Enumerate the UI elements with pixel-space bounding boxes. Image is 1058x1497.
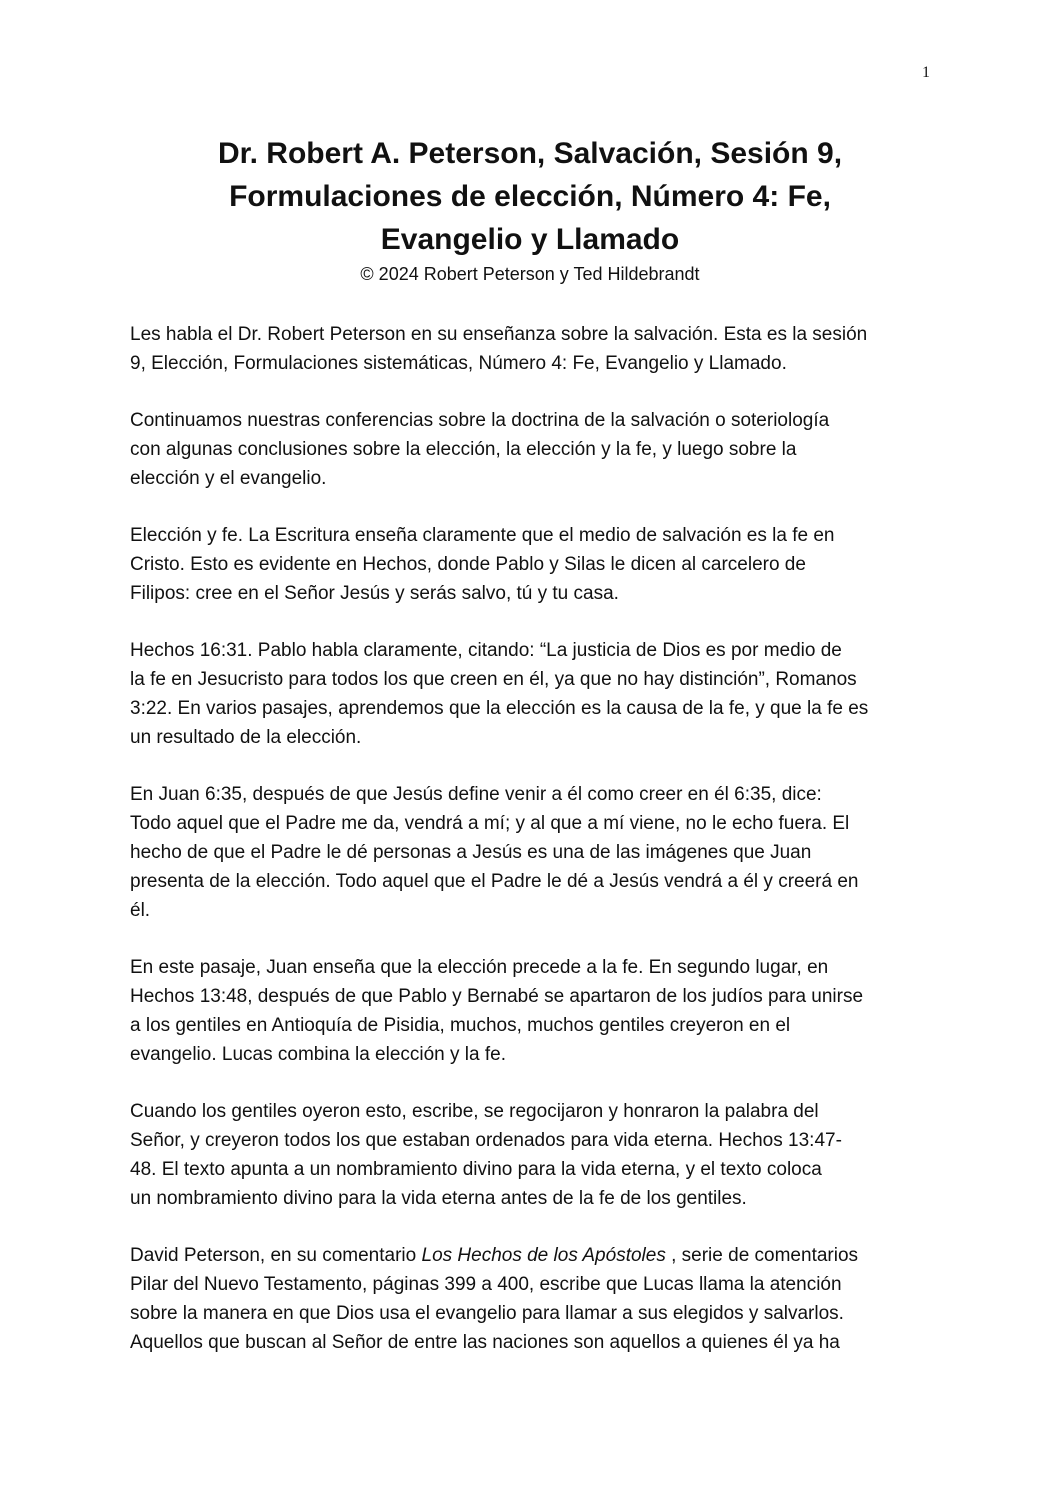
text-line: Cristo. Esto es evidente en Hechos, donde Pablo y Silas le dicen al carcelero de bbox=[130, 554, 806, 575]
text-line: Pilar del Nuevo Testamento, páginas 399 a 400, escribe que Lucas llama la atención bbox=[130, 1274, 842, 1295]
text-line: Aquellos que buscan al Señor de entre las naciones son aquellos a quienes él ya ha bbox=[130, 1332, 840, 1353]
title-line: Formulaciones de elección, Número 4: Fe, bbox=[229, 180, 831, 213]
paragraph-2 bbox=[130, 406, 940, 493]
page-number: 1 bbox=[922, 64, 930, 81]
copyright-notice: © 2024 Robert Peterson y Ted Hildebrandt bbox=[360, 264, 700, 284]
document-title bbox=[130, 132, 930, 261]
document-body bbox=[130, 320, 940, 1385]
paragraph-7 bbox=[130, 1097, 940, 1213]
document-header bbox=[130, 132, 930, 287]
paragraph-4 bbox=[130, 636, 940, 752]
title-line: Dr. Robert A. Peterson, Salvación, Sesión 9, bbox=[217, 137, 843, 170]
text-line: En este pasaje, Juan enseña que la elección precede a la fe. En segundo lugar, en bbox=[130, 957, 829, 978]
text-line: Todo aquel que el Padre me da, vendrá a mí; y al que a mí viene, no le echo fuera. El bbox=[130, 813, 850, 834]
text-line: Continuamos nuestras conferencias sobre la doctrina de la salvación o soteriología bbox=[130, 410, 830, 431]
text-line: Señor, y creyeron todos los que estaban ordenados para vida eterna. Hechos 13:47- bbox=[130, 1130, 842, 1151]
text-line: Cuando los gentiles oyeron esto, escribe, se regocijaron y honraron la palabra del bbox=[130, 1101, 819, 1122]
text-line: 3:22. En varios pasajes, aprendemos que la elección es la causa de la fe, y que la fe es bbox=[130, 698, 869, 719]
paragraph-5 bbox=[130, 780, 940, 925]
text-line: Hechos 16:31. Pablo habla claramente, citando: “La justicia de Dios es por medio de bbox=[130, 640, 842, 661]
text-line: 9, Elección, Formulaciones sistemáticas, Número 4: Fe, Evangelio y Llamado. bbox=[130, 353, 787, 374]
text-line: Hechos 13:48, después de que Pablo y Bernabé se apartaron de los judíos para unirse bbox=[130, 986, 864, 1007]
paragraph-8 bbox=[130, 1241, 940, 1357]
book-title: Los Hechos de los Apóstoles bbox=[421, 1245, 666, 1266]
text-line: la fe en Jesucristo para todos los que creen en él, ya que no hay distinción”, Romanos bbox=[130, 669, 857, 690]
text-line: un resultado de la elección. bbox=[130, 727, 362, 748]
text-line: él. bbox=[130, 900, 151, 921]
text-line: En Juan 6:35, después de que Jesús define venir a él como creer en él 6:35, dice: bbox=[130, 784, 822, 805]
text-line: Elección y fe. La Escritura enseña claramente que el medio de salvación es la fe en bbox=[130, 525, 835, 546]
paragraph-3 bbox=[130, 521, 940, 608]
title-line: Evangelio y Llamado bbox=[380, 223, 680, 256]
paragraph-6 bbox=[130, 953, 940, 1069]
text-segment: , serie de comentarios bbox=[665, 1245, 859, 1266]
text-line: a los gentiles en Antioquía de Pisidia, muchos, muchos gentiles creyeron en el bbox=[130, 1015, 791, 1036]
text-line: hecho de que el Padre le dé personas a Jesús es una de las imágenes que Juan bbox=[130, 842, 812, 863]
text-line: presenta de la elección. Todo aquel que el Padre le dé a Jesús vendrá a él y creerá en bbox=[130, 871, 859, 892]
text-line: elección y el evangelio. bbox=[130, 468, 327, 489]
text-line: 48. El texto apunta a un nombramiento divino para la vida eterna, y el texto coloca bbox=[130, 1159, 822, 1180]
text-line: con algunas conclusiones sobre la elección, la elección y la fe, y luego sobre la bbox=[130, 439, 797, 460]
text-segment: David Peterson, en su comentario bbox=[130, 1245, 422, 1266]
text-line: un nombramiento divino para la vida eterna antes de la fe de los gentiles. bbox=[130, 1188, 747, 1209]
text-line: sobre la manera en que Dios usa el evangelio para llamar a sus elegidos y salvarlos. bbox=[130, 1303, 844, 1324]
text-line bbox=[130, 1241, 940, 1270]
paragraph-1 bbox=[130, 320, 940, 378]
text-line: Filipos: cree en el Señor Jesús y serás salvo, tú y tu casa. bbox=[130, 583, 619, 604]
text-line: evangelio. Lucas combina la elección y la fe. bbox=[130, 1044, 507, 1065]
text-line: Les habla el Dr. Robert Peterson en su enseñanza sobre la salvación. Esta es la sesión bbox=[130, 324, 868, 345]
